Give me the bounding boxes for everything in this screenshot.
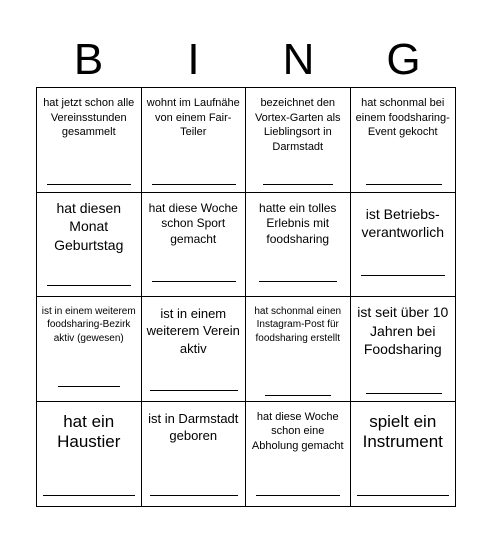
answer-line (43, 495, 135, 496)
answer-line (47, 285, 131, 286)
bingo-cell[interactable] (37, 297, 142, 402)
bingo-cell[interactable] (142, 297, 247, 402)
answer-line (150, 495, 238, 496)
bingo-grid (36, 87, 456, 507)
bingo-cell[interactable] (37, 193, 142, 298)
header-letter-b: B (73, 35, 104, 84)
cell-text: ist Betriebs-verantworlich (361, 205, 444, 241)
answer-line (152, 184, 236, 185)
bingo-cell[interactable] (142, 88, 247, 193)
answer-line (357, 495, 449, 496)
bingo-cell[interactable] (37, 88, 142, 193)
answer-line (47, 184, 131, 185)
cell-text: hat diese Woche schon Sport gemacht (148, 200, 238, 247)
answer-line (263, 184, 333, 185)
bingo-cell[interactable] (142, 402, 247, 507)
cell-text: hat ein Haustier (57, 411, 121, 451)
answer-line (366, 393, 442, 394)
cell-text: hat jetzt schon alle Vereinsstunden gesammelt (43, 97, 135, 139)
cell-text: ist in einem weiterem Verein aktiv (146, 306, 240, 356)
cell-text: bezeichnet den Vortex-Garten als Lieblingsort in Darmstadt (254, 97, 341, 153)
cell-text: ist in einem weiterem foodsharing-Bezirk aktiv (gewesen) (41, 306, 136, 344)
answer-line (152, 281, 236, 282)
cell-text: hat diese Woche schon eine Abholung gemacht (251, 410, 344, 452)
bingo-cell[interactable] (246, 402, 351, 507)
cell-text: hatte ein tolles Erlebnis mit foodsharing (259, 200, 337, 247)
answer-line (265, 395, 331, 396)
cell-text: ist in Darmstadt geboren (148, 410, 239, 443)
bingo-cell[interactable] (351, 297, 456, 402)
bingo-cell[interactable] (246, 193, 351, 298)
bingo-cell[interactable] (351, 88, 456, 193)
answer-line (259, 281, 337, 282)
bingo-cell[interactable] (246, 297, 351, 402)
answer-line (366, 184, 442, 185)
bingo-header (36, 34, 456, 86)
bingo-cell[interactable] (246, 88, 351, 193)
cell-text: hat schonmal einen Instagram-Post für foodsharing erstellt (254, 306, 342, 344)
cell-text: spielt ein Instrument (362, 411, 443, 451)
bingo-cell[interactable] (37, 402, 142, 507)
answer-line (256, 495, 340, 496)
answer-line (58, 386, 120, 387)
header-letter-i: I (187, 35, 200, 84)
cell-text: ist seit über 10 Jahren bei Foodsharing (357, 304, 449, 358)
answer-line (361, 275, 445, 276)
bingo-cell[interactable] (351, 193, 456, 298)
answer-line (150, 390, 238, 391)
cell-text: hat diesen Monat Geburtstag (54, 199, 124, 253)
cell-text: hat schonmal bei einem foodsharing-Event gekocht (355, 97, 450, 139)
bingo-cell[interactable] (351, 402, 456, 507)
header-letter-n: N (282, 35, 315, 84)
header-letter-g: G (386, 35, 421, 84)
bingo-cell[interactable] (142, 193, 247, 298)
cell-text: wohnt im Laufnähe von einem Fair-Teiler (146, 97, 240, 139)
